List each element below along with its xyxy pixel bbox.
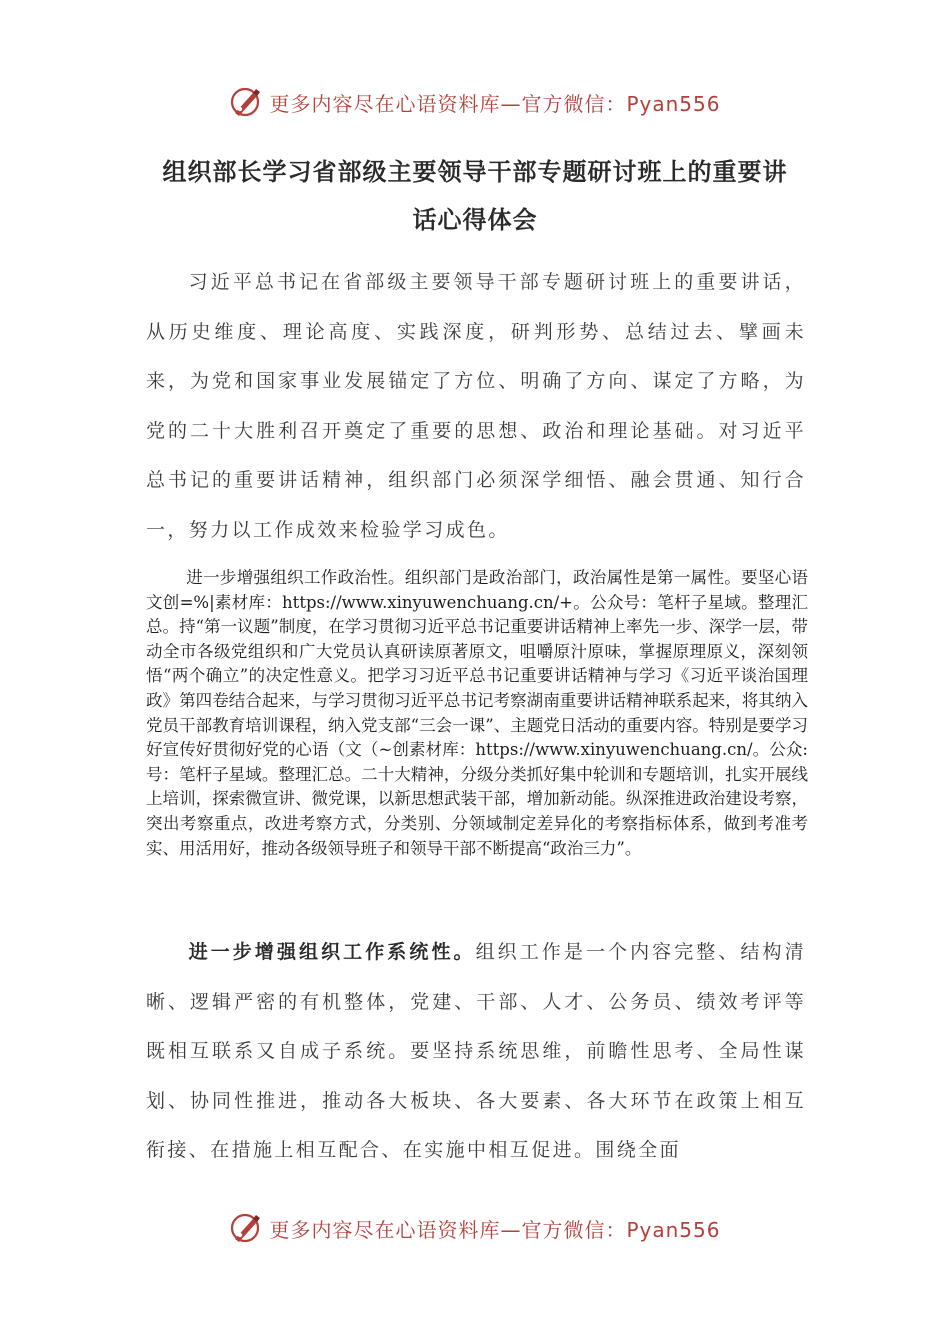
header-banner-text: 更多内容尽在心语资料库—官方微信：Pyan556 bbox=[269, 91, 721, 116]
paragraph-systematic bbox=[146, 928, 806, 1176]
header-banner bbox=[0, 80, 950, 124]
paragraph-intro bbox=[146, 258, 806, 555]
paragraph-political bbox=[146, 566, 808, 861]
pen-logo-icon bbox=[229, 1211, 263, 1245]
paragraph-intro-text: 习近平总书记在省部级主要领导干部专题研讨班上的重要讲话，从历史维度、理论高度、实践深度，研判形势、总结过去、擘画未来，为党和国家事业发展锚定了方位、明确了方向、谋定了方略，为党的二十大胜利召开奠定了重要的思想、政治和理论基础。对习近平总书记的重要讲话精神，组织部门必须深学细悟、融会贯通、知行合一，努力以工作成效来检验学习成色。 bbox=[146, 271, 806, 541]
footer-banner-text: 更多内容尽在心语资料库—官方微信：Pyan556 bbox=[269, 1217, 721, 1242]
document-title-line-1: 组织部长学习省部级主要领导干部专题研讨班上的重要讲 bbox=[162, 158, 788, 186]
pen-logo-icon bbox=[229, 85, 263, 119]
footer-banner bbox=[0, 1206, 950, 1250]
paragraph-systematic-text: 组织工作是一个内容完整、结构清晰、逻辑严密的有机整体，党建、干部、人才、公务员、绩效考评等既相互联系又自成子系统。要坚持系统思维，前瞻性思考、全局性谋划、协同性推进，推动各大板块、各大要素、各大环节在政策上相互衔接、在措施上相互配合、在实施中相互促进。围绕全面 bbox=[146, 941, 806, 1161]
document-title-line-2: 话心得体会 bbox=[412, 206, 538, 234]
paragraph-systematic-lead: 进一步增强组织工作系统性。 bbox=[188, 941, 476, 963]
paragraph-political-text: 进一步增强组织工作政治性。组织部门是政治部门，政治属性是第一属性。要坚心语文创=%|素材库：https://www.xinyuwenchuang.cn/+。公众号：笔杆子星域。整理汇总。持“第一议题”制度，在学习贯彻习近平总书记重要讲话精神上率先一步、深学一层，带动全市各级党组织和广大党员认真研读原著原文，咀嚼原汁原味，掌握原理原义，深刻领悟“两个确立”的决定性意义。把学习习近平总书记重要讲话精神与学习《习近平谈治国理政》第四卷结合起来，与学习贯彻习近平总书记考察湖南重要讲话精神联系起来，将其纳入党员干部教育培训课程，纳入党支部“三会一课”、主题党日活动的重要内容。特别是要学习好宣传好贯彻好党的心语（文（~创素材库：https://www.xinyuwenchuang.cn/。公众:号：笔杆子星域。整理汇总。二十大精神，分级分类抓好集中轮训和专题培训，扎实开展线上培训，探索微宣讲、微党课，以新思想武装干部，增加新动能。纵深推进政治建设考察，突出考察重点，改进考察方式，分类别、分领域制定差异化的考察指标体系，做到考准考实、用活用好，推动各级领导班子和领导干部不断提高“政治三力”。 bbox=[146, 568, 808, 858]
